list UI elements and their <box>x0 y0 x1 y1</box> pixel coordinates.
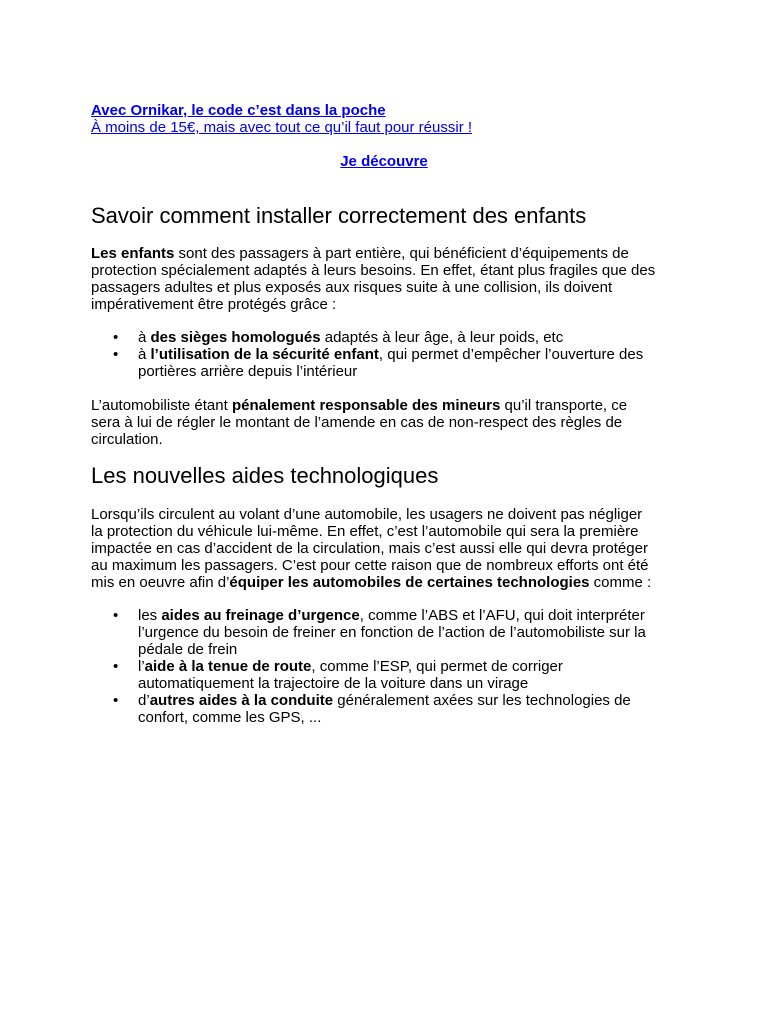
bullet-icon: • <box>113 658 119 675</box>
discover-link-label: Je découvre <box>340 153 428 170</box>
children-equipment-list <box>91 329 683 380</box>
list-item: • les aides au freinage d’urgence, comme l’ABS et l’AFU, qui doit interpréter l’urgence du besoin de freiner en fonction de l’action de l’automobiliste sur la pédale de frein <box>113 607 646 658</box>
list-item: • à l’utilisation de la sécurité enfant, qui permet d’empêcher l’ouverture des portières arrière depuis l’intérieur <box>113 346 644 380</box>
children-intro-paragraph: Les enfants sont des passagers à part entière, qui bénéficient d’équipements de protection spécialement adaptés à leurs besoins. En effet, étant plus fragiles que des passagers adultes et plus exposés aux risques suite à une collision, ils doivent impérativement être protégés grâce : <box>91 245 656 313</box>
list-item: • d’autres aides à la conduite généralement axées sur les technologies de confort, comme les GPS, ... <box>113 692 631 726</box>
promo-subline-link[interactable]: À moins de 15€, mais avec tout ce qu’il faut pour réussir ! <box>91 119 473 136</box>
technology-intro-paragraph: Lorsqu’ils circulent au volant d’une automobile, les usagers ne doivent pas négliger la protection du véhicule lui-même. En effet, c’est l’automobile qui sera la première impactée en cas d’accident de la circulation, mais c’est aussi elle qui devra protéger au maximum les passagers. C’est pour cette raison que de nombreux efforts ont été mis en oeuvre afin d’équiper les automobiles de certaines technologies comme : <box>91 506 652 591</box>
list-item: • à des sièges homologués adaptés à leur âge, à leur poids, etc <box>113 329 564 346</box>
bullet-icon: • <box>113 607 119 624</box>
bullet-icon: • <box>113 692 119 709</box>
bullet-icon: • <box>113 329 119 346</box>
discover-link[interactable] <box>340 153 428 170</box>
cta-container <box>91 153 677 170</box>
bold-text: Les enfants <box>91 245 175 262</box>
section-heading-technology: Les nouvelles aides technologiques <box>91 463 439 488</box>
section-heading-children: Savoir comment installer correctement des enfants <box>91 203 587 228</box>
list-item: • l’aide à la tenue de route, comme l’ESP, qui permet de corriger automatiquement la trajectoire de la voiture dans un virage <box>113 658 563 692</box>
technology-aids-list <box>91 607 683 726</box>
bullet-icon: • <box>113 346 119 363</box>
driver-responsibility-paragraph: L’automobiliste étant pénalement responsable des mineurs qu’il transporte, ce sera à lui de régler le montant de l’amende en cas de non-respect des règles de circulation. <box>91 397 628 448</box>
promo-headline-link[interactable]: Avec Ornikar, le code c’est dans la poche <box>91 102 386 119</box>
promo-banner <box>91 102 683 136</box>
